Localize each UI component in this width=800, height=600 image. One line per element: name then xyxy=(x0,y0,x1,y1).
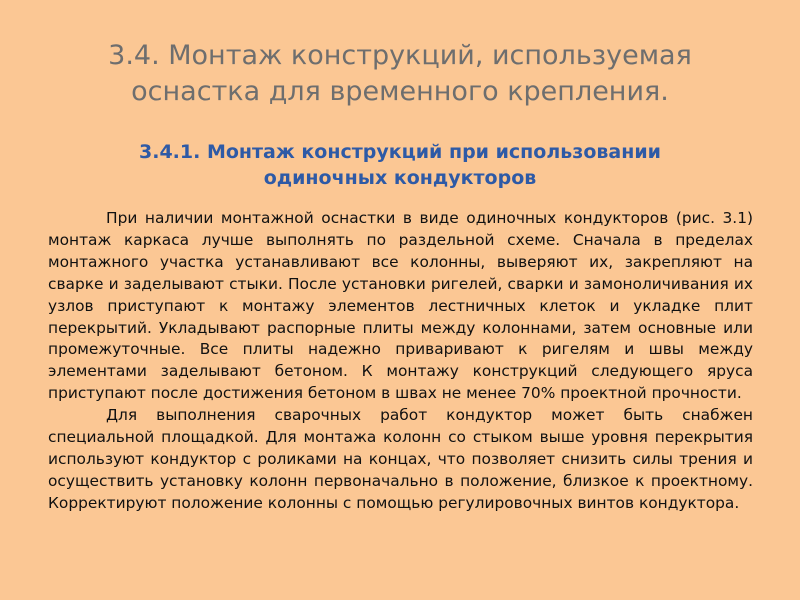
paragraph-2: Для выполнения сварочных работ кондуктор может быть снабжен специальной площадкой. Для монтажа колонн со стыком выше уровня перекрытия используют кондуктор с роликами на концах, что позволяет снизить силы трения и осуществить установку колонн первоначально в положение, близкое к проектному. Корректируют положение колонны с помощью регулировочных винтов кондуктора. xyxy=(48,406,753,512)
slide-title-line1: 3.4. Монтаж конструкций, используемая xyxy=(108,40,692,71)
slide-title xyxy=(40,38,760,110)
paragraph-1: При наличии монтажной оснастки в виде одиночных кондукторов (рис. 3.1) монтаж каркаса лучше выполнять по раздельной схеме. Сначала в пределах монтажного участка устанавливают все колонны, выверяют их, закрепляют на сварке и заделывают стыки. После установки ригелей, сварки и замоноличивания их узлов приступают к монтажу элементов лестничных клеток и укладке плит перекрытий. Укладывают распорные плиты между колоннами, затем основные или промежуточные. Все плиты надежно приваривают к ригелям и швы между элементами заделывают бетоном. К монтажу конструкций следующего яруса приступают после достижения бетоном в швах не менее 70% проектной прочности. xyxy=(48,209,753,403)
body-text xyxy=(48,208,753,515)
section-subtitle-line1: 3.4.1. Монтаж конструкций при использовании xyxy=(139,141,661,163)
section-subtitle-line2: одиночных кондукторов xyxy=(263,167,537,189)
slide-title-line2: оснастка для временного крепления. xyxy=(131,76,669,107)
section-subtitle xyxy=(80,139,720,191)
